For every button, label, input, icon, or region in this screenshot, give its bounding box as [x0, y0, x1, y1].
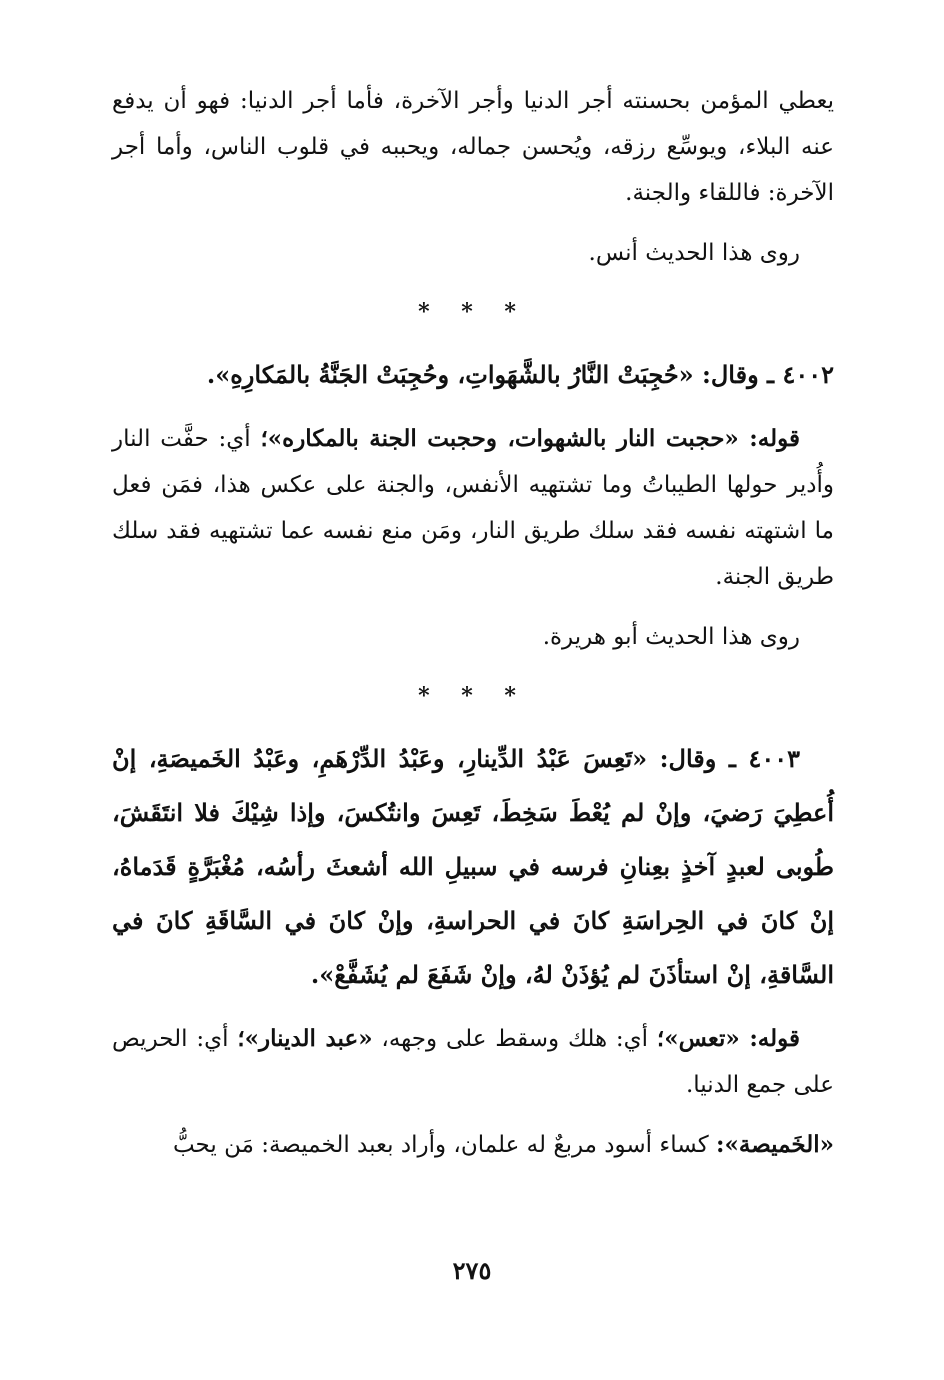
separator: * * *: [418, 299, 528, 325]
commentary-text: كساء أسود مربعٌ له علمان، وأراد بعبد الخميصة: مَن يحبُّ: [172, 1132, 716, 1158]
separator: * * *: [418, 683, 528, 709]
commentary-text: أي: الحريص على جمع الدنيا.: [112, 1026, 834, 1098]
commentary-quote: قوله: «حجبت النار بالشهوات، وحجبت الجنة بالمكاره»؛: [260, 425, 800, 452]
hadith-4002: ٤٠٠٢ ـ وقال: «حُجِبَتْ النَّارُ بالشَّهَواتِ، وحُجِبَتْ الجَنَّةُ بالمَكارِهِ».: [206, 360, 834, 389]
page-body: [112, 78, 834, 1168]
commentary-4003-taas: [112, 1016, 834, 1108]
page-number: ٢٧٥: [452, 1256, 492, 1285]
narrator-anas: روى هذا الحديث أنس.: [588, 240, 800, 266]
commentary-text: أي: حفَّت النار وأُدير حولها الطيباتُ وما تشتهيه الأنفس، والجنة على عكس هذا، فمَن فعل ما اشتهته نفسه فقد سلك طريق النار، ومَن منع نفسه عما تشتهيه فقد سلك طريق الجنة.: [112, 426, 834, 590]
commentary-quote: «عبد الدينار»؛: [237, 1025, 373, 1052]
narrator-abu-hurayra: روى هذا الحديث أبو هريرة.: [542, 624, 800, 650]
commentary-quote: «الخَميصة»:: [716, 1131, 834, 1158]
commentary-4003-khamisa: [112, 1122, 834, 1168]
commentary-text: أي: هلك وسقط على وجهه،: [372, 1026, 657, 1052]
paragraph-intro: يعطي المؤمن بحسنته أجر الدنيا وأجر الآخرة، فأما أجر الدنيا: فهو أن يدفع عنه البلاء، ويوسِّع رزقه، ويُحسن جماله، ويحببه في قلوب الناس، وأما أجر الآخرة: فاللقاء والجنة.: [112, 88, 834, 206]
commentary-4002: [112, 416, 834, 600]
commentary-quote: قوله: «تعس»؛: [656, 1025, 801, 1052]
hadith-4003: ٤٠٠٣ ـ وقال: «تَعِسَ عَبْدُ الدِّينارِ، وعَبْدُ الدِّرْهَمِ، وعَبْدُ الخَميصَةِ، إنْ أُعطِيَ رَضيَ، وإنْ لم يُعْطَ سَخِطَ، تَعِسَ وانتُكسَ، وإذا شِيْكَ فلا انتَقَشَ، طُوبى لعبدٍ آخذٍ بعِنانِ فرسه في سبيلِ الله أشعثَ رأسُه، مُغْبَرَّةٍ قَدَماهُ، إنْ كانَ في الحِراسَةِ كانَ في الحراسةِ، وإنْ كانَ في السَّاقَةِ كانَ في السَّاقةِ، إنْ استأذَنَ لم يُؤذَنْ لهُ، وإنْ شَفَعَ لم يُشَفَّعْ».: [112, 744, 834, 989]
